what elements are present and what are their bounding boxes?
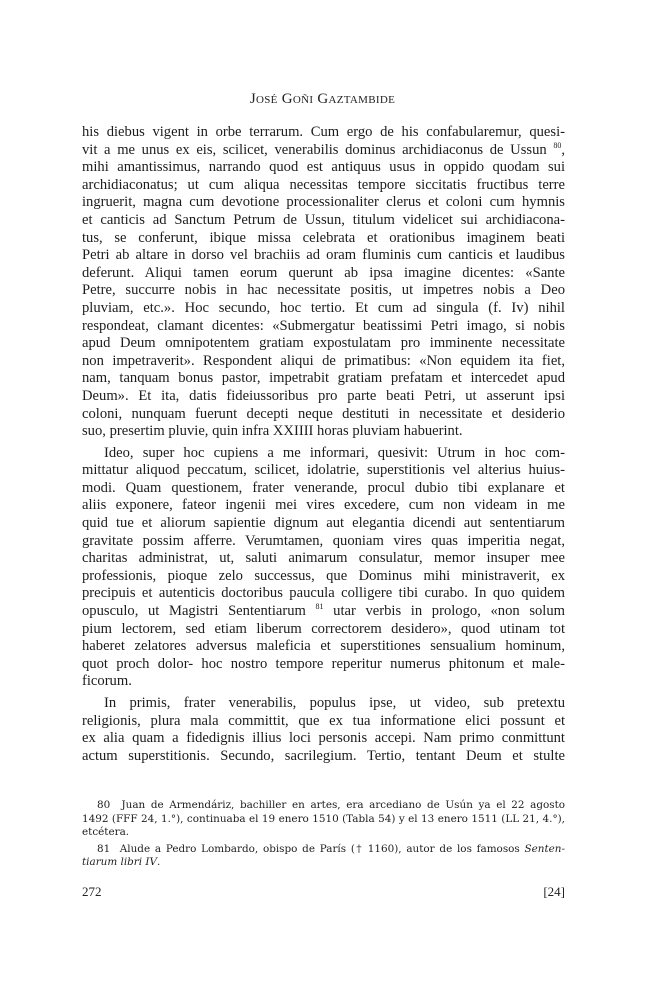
main-text bbox=[82, 124, 565, 765]
text-line: mihi amantissimus, narrando quod est antiquus usus in oppido quodam sui bbox=[82, 159, 565, 176]
footnote-line bbox=[82, 799, 565, 813]
text-line: charitas administrat, ut, saluti animarum consulatur, memor insuper mee bbox=[82, 550, 565, 567]
text-line: non impetraverit». Respondent aliqui de primatibus: «Non equidem ita fiet, bbox=[82, 352, 565, 369]
text-line: archidiaconatus; ut cum aliqua necessitas tempore siccitatis fructibus terre bbox=[82, 176, 565, 193]
text-line: precipuis et autenticis doctoribus paucula colligere tibi curabo. In quo quidem bbox=[82, 585, 565, 602]
text-line: apud Deum omnipotentem gratiam expostulatam pro imminente necessitate bbox=[82, 335, 565, 352]
footnote-81 bbox=[82, 843, 565, 870]
paragraph-2 bbox=[82, 445, 565, 691]
text-line: tus, se conferunt, ibique missa celebrata et orationibus imaginem beati bbox=[82, 229, 565, 246]
text-line-content: vit a me unus ex eis, scilicet, venerabilis dominus archidiaconus de Ussun bbox=[82, 141, 554, 158]
footnote-80 bbox=[82, 799, 565, 840]
footnotes bbox=[82, 799, 565, 870]
bracket-page-number: [24] bbox=[543, 884, 565, 899]
text-line: pium lectorem, sed etiam liberum correctorem desidero», quod utinam tot bbox=[82, 620, 565, 637]
footnote-line: 1492 (FFF 24, 1.°), continuaba el 19 enero 1510 (Tabla 54) y el 13 enero 1511 (LL 21, 4.°), bbox=[82, 812, 565, 825]
text-line: haberet zelatores adversus maleficia et superstitiones sensualium hominum, bbox=[82, 638, 565, 655]
text-line: Deum». Et ita, datis fideiussoribus pro parte beati Petri, ut asserunt ipsi bbox=[82, 387, 565, 404]
text-line: quid tue et aliorum sapientie dignum aut elegantia dicendi aut sententiarum bbox=[82, 515, 565, 532]
text-line: aliis exponere, fateor ingenii mei vires excedere, cum non videam in me bbox=[82, 497, 565, 514]
footnote-number: 81 bbox=[97, 842, 111, 855]
text-line: coloni, nunquam fuerunt decepti neque destituti in necessitate et desiderio bbox=[82, 405, 565, 422]
footnote-line bbox=[82, 856, 565, 870]
text-line: Petre, succurre nobis in hac necessitate positis, ut impetres nobis a Deo bbox=[82, 282, 565, 299]
text-line: professionis, pioque zelo successus, que Dominus mihi ministraverit, ex bbox=[82, 567, 565, 584]
page-number: 272 bbox=[82, 884, 102, 899]
text-line: actum superstitionis. Secundo, sacrilegium. Tertio, tentant Deum et stulte bbox=[82, 747, 565, 764]
text-line-content: opusculo, ut Magistri Sententiarum bbox=[82, 603, 316, 620]
text-line: religionis, plura mala committit, que ex tua informatione elici possunt et bbox=[82, 712, 565, 729]
footnote-line bbox=[82, 843, 565, 857]
text-line: gravitate possim afferre. Verumtamen, quoniam vires quas imperitia negat, bbox=[82, 532, 565, 549]
text-line: deferunt. Aliqui tamen eorum querunt ab ipsa imagine dicentes: «Sante bbox=[82, 264, 565, 281]
text-line: quot proch dolor- hoc nostro tempore reperitur numerus phitonum et male- bbox=[82, 655, 565, 672]
footnote-ref-81[interactable]: 81 bbox=[315, 602, 324, 612]
text-line: suo, presertim pluvie, quin infra XXIIII horas pluviam habuerint. bbox=[82, 423, 463, 440]
text-line-tail: , bbox=[561, 141, 565, 158]
text-line: nam, tanquam bonus pastor, impetrabit gratiam prefatam et intercedet apud bbox=[82, 370, 565, 387]
running-head-author: José Goñi Gaztambide bbox=[249, 91, 396, 107]
text-line: ingruerit, magna cum devotione processionaliter clerus et coloni cum hymnis bbox=[82, 194, 565, 211]
text-line: his diebus vigent in orbe terrarum. Cum ergo de his confabularemur, quesi- bbox=[82, 124, 565, 140]
text-line: mittatur aliquod peccatum, scilicet, idolatrie, superstitionis vel alterius huius- bbox=[82, 462, 565, 479]
text-line: Ideo, super hoc cupiens a me informari, quesivit: Utrum in hoc com- bbox=[104, 444, 565, 461]
text-line: Petri ab altare in dorso vel brachiis ad oram fluminis cum canticis et laudibus bbox=[82, 247, 565, 264]
footnote-italic-title: Senten- bbox=[524, 842, 566, 855]
footnote-italic-title: tiarum libri IV bbox=[82, 856, 158, 869]
footnote-ref-80[interactable]: 80 bbox=[553, 140, 562, 150]
paragraph-1 bbox=[82, 124, 565, 441]
text-line: modi. Quam questionem, frater venerande, procul dubio tibi explanare et bbox=[82, 479, 565, 496]
footnote-text: Juan de Armendáriz, bachiller en artes, era arcediano de Usún ya el 22 agosto bbox=[121, 799, 565, 811]
text-line: et canticis ad Sanctum Petrum de Ussun, titulum videlicet sui archidiacona- bbox=[82, 211, 565, 228]
footnote-text: Alude a Pedro Lombardo, obispo de París († 1160), autor de los famosos bbox=[119, 842, 525, 855]
footnote-text: . bbox=[157, 856, 161, 869]
footnote-number: 80 bbox=[97, 799, 111, 811]
footnote-line: etcétera. bbox=[82, 826, 130, 839]
text-line-tail: utar verbis in prologo, «non solum bbox=[323, 603, 565, 620]
text-line: pluviam, etc.». Hoc secundo, hoc tertio. Et cum ad singula (f. Iv) nihil bbox=[82, 299, 565, 316]
text-line bbox=[82, 603, 565, 621]
text-line: respondeat, clamant dicentes: «Submergatur beatissimi Petri imago, si nobis bbox=[82, 317, 565, 334]
text-line: In primis, frater venerabilis, populus ipse, ut video, sub pretextu bbox=[104, 695, 565, 711]
paragraph-3 bbox=[82, 695, 565, 765]
text-line: ficorum. bbox=[82, 673, 132, 690]
text-line: ex alia quam a fidedignis illius loci personis accepi. Nam primo conmittunt bbox=[82, 730, 565, 747]
text-line bbox=[82, 142, 565, 160]
